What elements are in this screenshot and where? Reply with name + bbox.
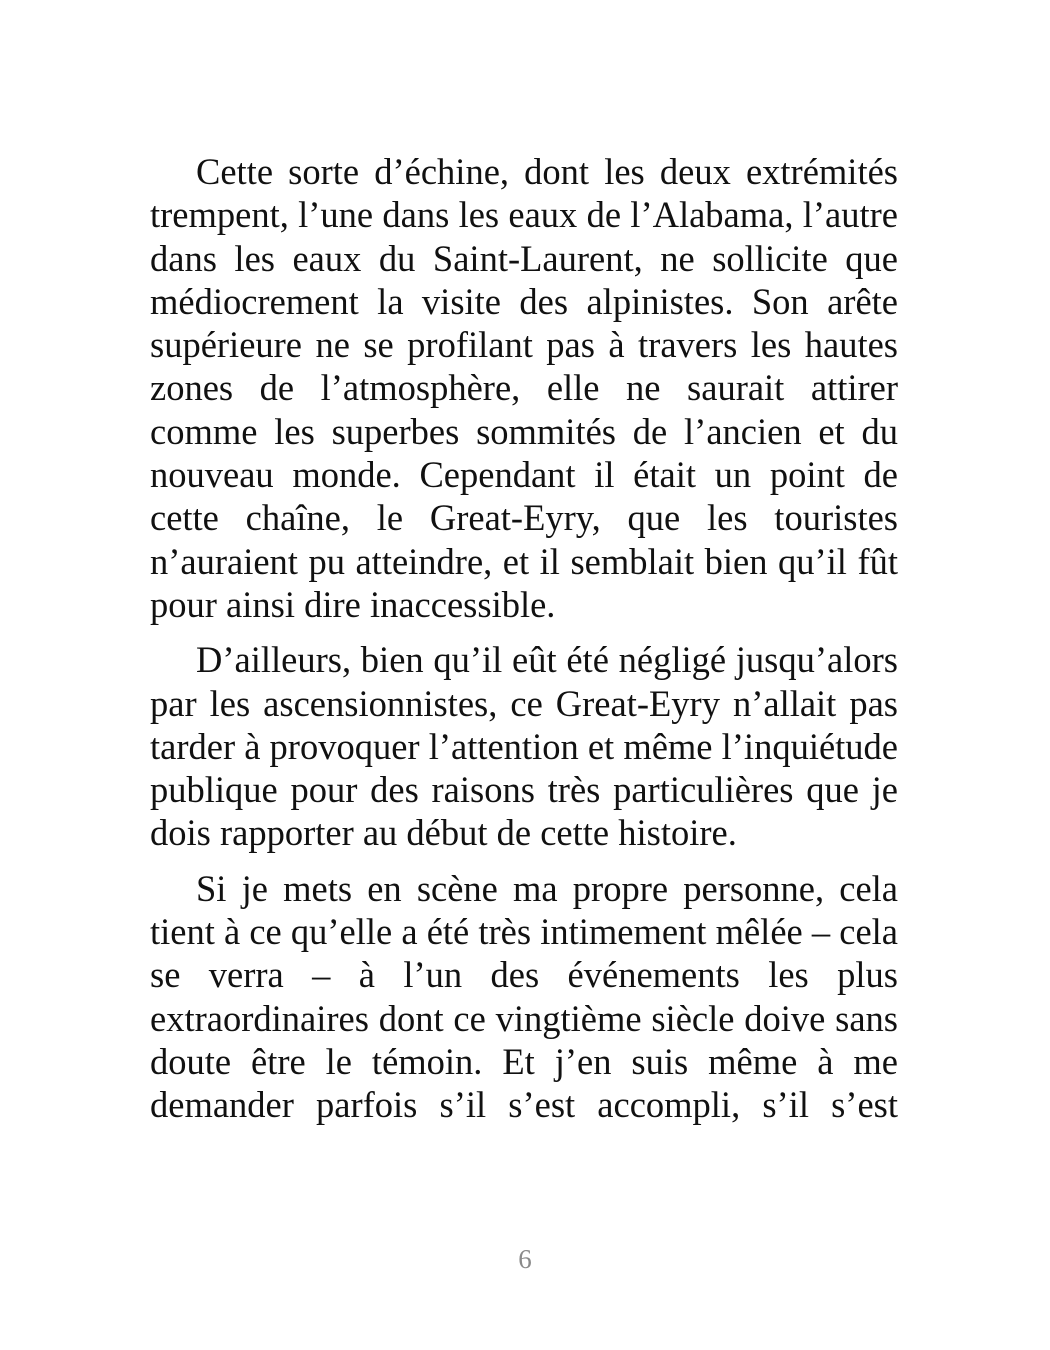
paragraph-1: Cette sorte d’échine, dont les deux extrémités trempent, l’une dans les eaux de l’Alabama, l’autre dans les eaux du Saint-Laurent, ne sollicite que médiocrement la visite des alpinistes. Son arête supérieure ne se profilant pas à travers les hautes zones de l’atmosphère, elle ne saurait attirer comme les superbes sommités de l’ancien et du nouveau monde. Cependant il était un point de cette chaîne, le Great-Eyry, que les touristes n’auraient pu atteindre, et il semblait bien qu’il fût pour ainsi dire inaccessible. <box>150 151 898 625</box>
paragraph-2: D’ailleurs, bien qu’il eût été négligé jusqu’alors par les ascensionnistes, ce Great-Eyry n’allait pas tarder à provoquer l’attention et même l’inquiétude publique pour des raisons très particulières que je dois rapporter au début de cette histoire. <box>150 639 898 854</box>
page-number: 6 <box>518 1244 532 1274</box>
paragraph-3: Si je mets en scène ma propre personne, cela tient à ce qu’elle a été très intimement mêlée – cela se verra – à l’un des événements les plus extraordinaires dont ce vingtième siècle doive sans doute être le témoin. Et j’en suis même à me demander parfois s’il s’est accompli, s’il s’est <box>150 867 898 1126</box>
body-text <box>150 150 898 1127</box>
